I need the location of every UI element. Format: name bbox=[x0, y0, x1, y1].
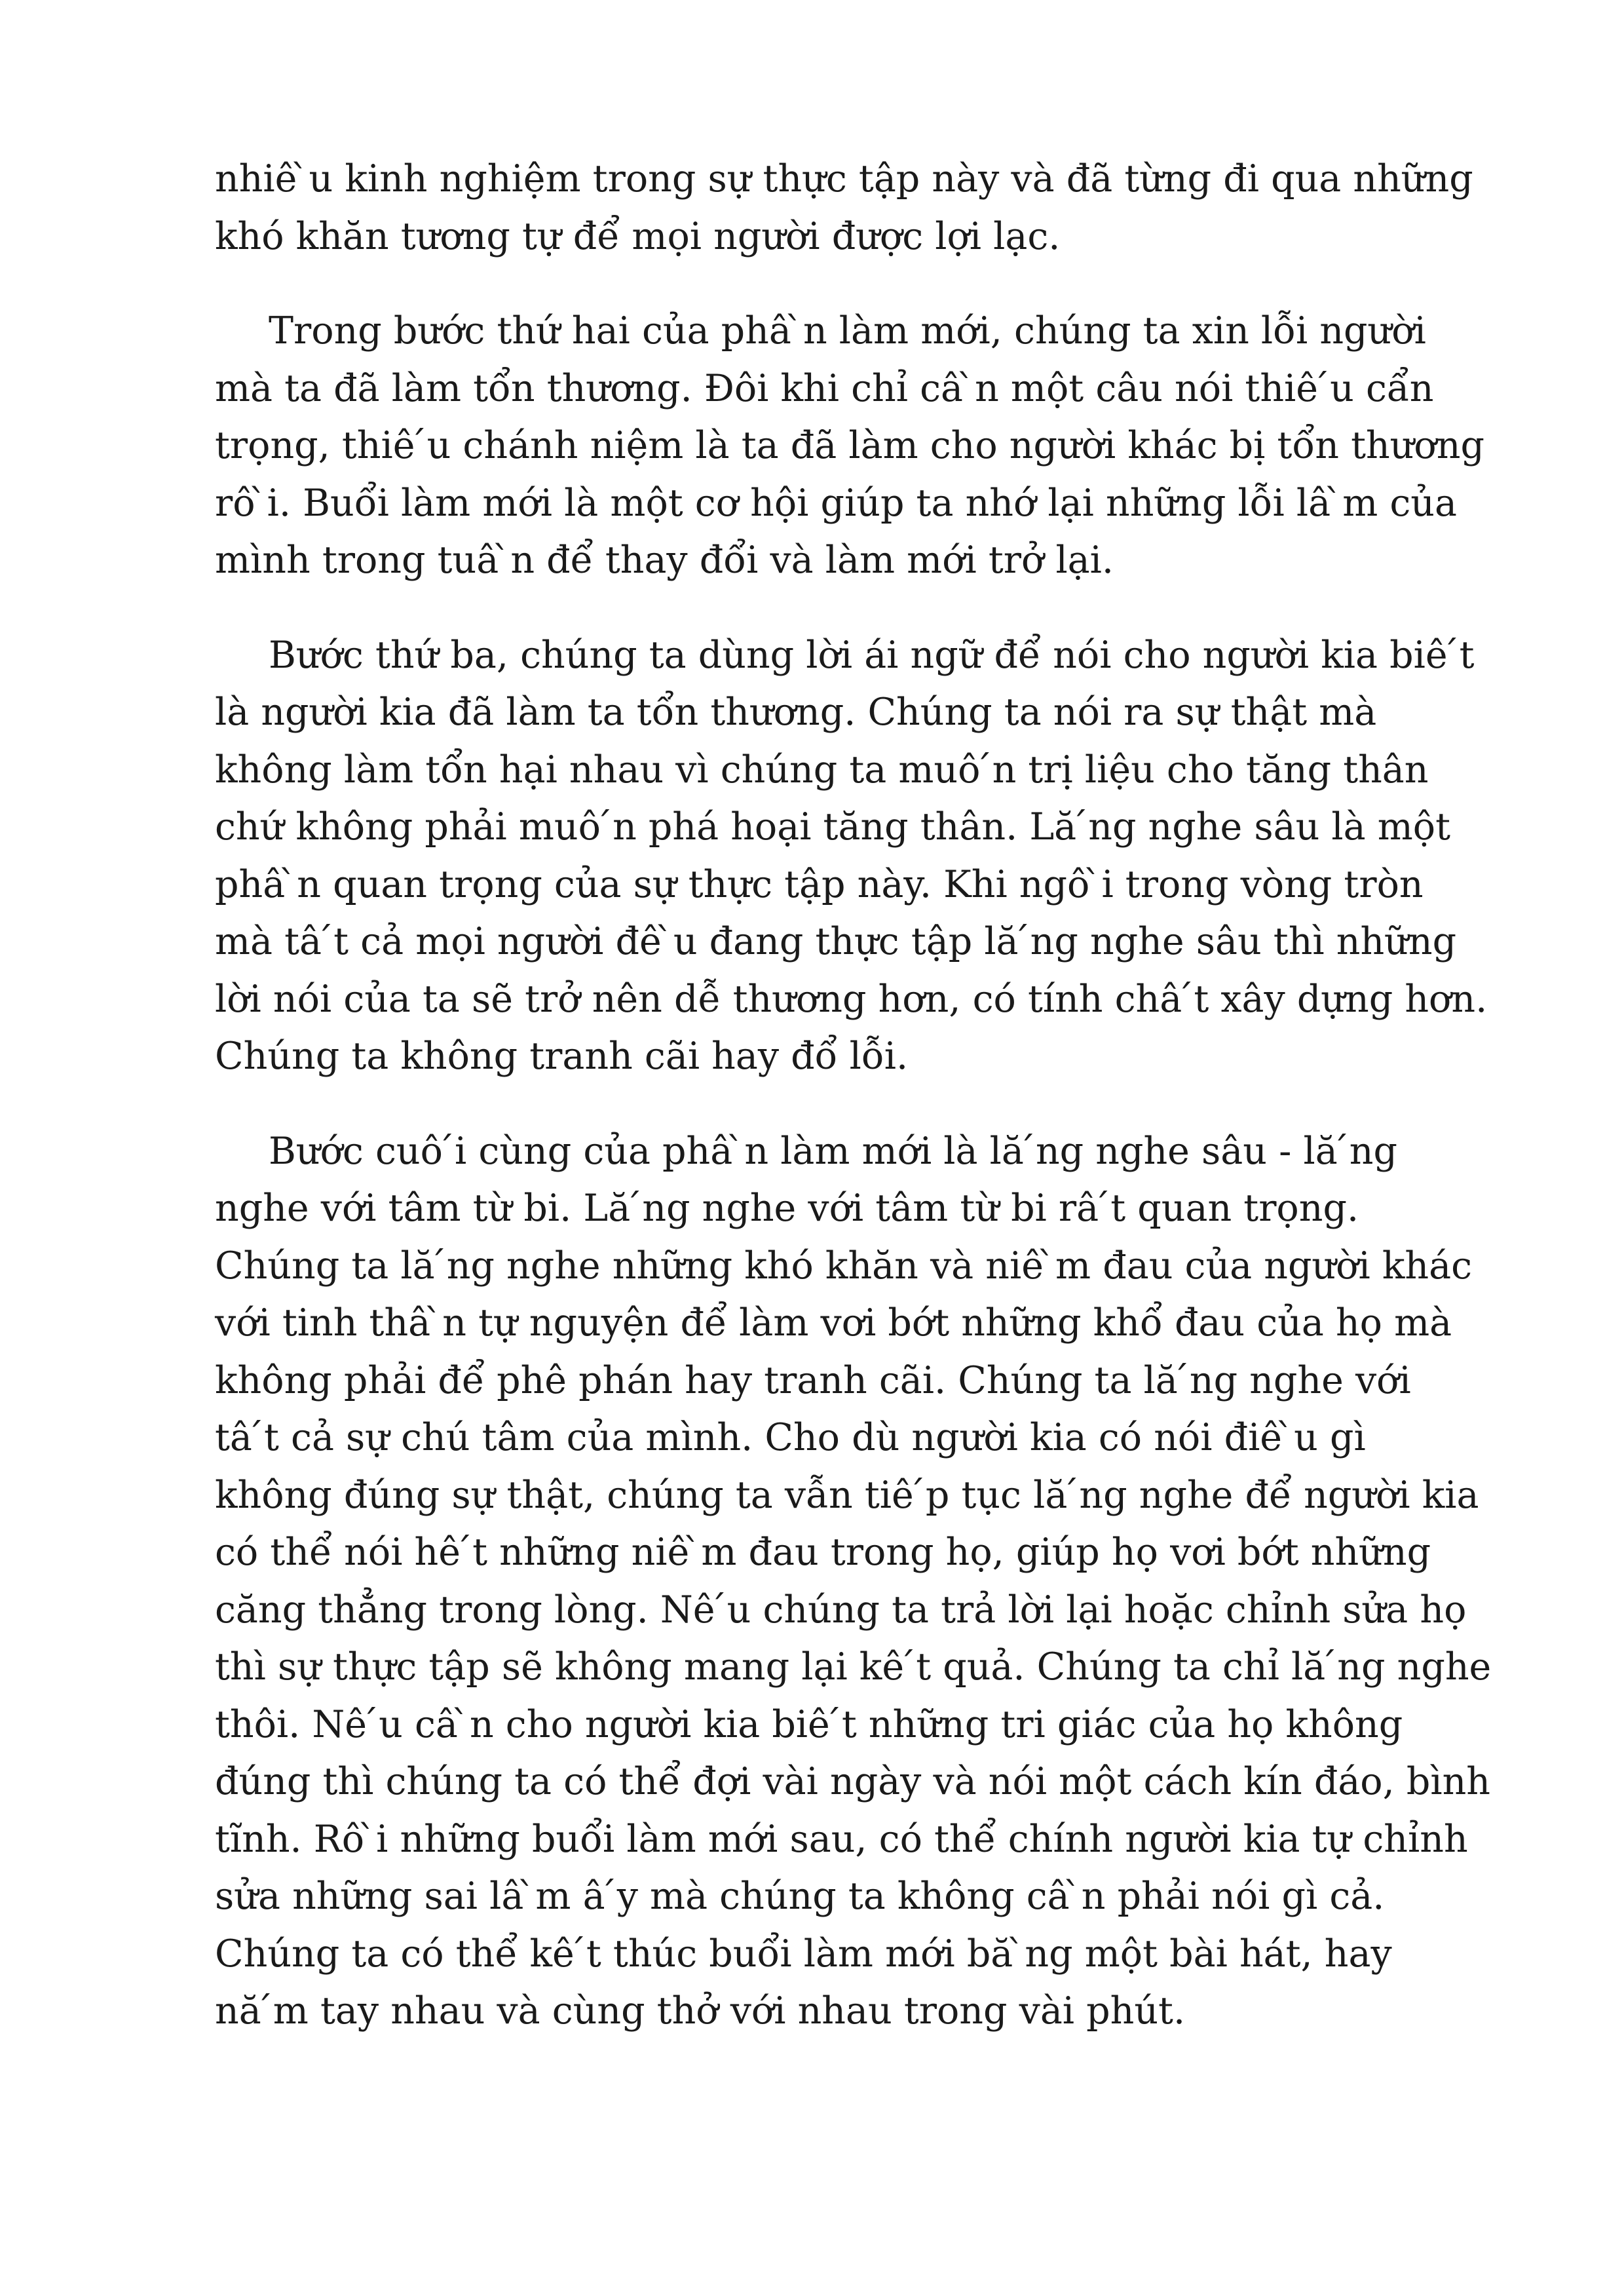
text-line: Chúng ta không tranh cãi hay đổ lỗi. bbox=[215, 1035, 909, 1078]
text-line: không phải để phê phán hay tranh cãi. Chúng ta lă ́ng nghe với bbox=[215, 1358, 1411, 1402]
text-line: Trong bước thứ hai của phâ ̀n làm mới, chúng ta xin lỗi người bbox=[269, 309, 1426, 353]
text-line: trọng, thiê ́u chánh niệm là ta đã làm cho người khác bị tổn thương bbox=[215, 424, 1484, 467]
text-line: Bước thứ ba, chúng ta dùng lời ái ngữ để nói cho người kia biê ́t bbox=[269, 633, 1475, 677]
text-line: Chúng ta lă ́ng nghe những khó khăn và niê ̀m đau của người khác bbox=[215, 1244, 1472, 1288]
paragraph-4 bbox=[215, 1123, 1492, 2040]
text-line: không làm tổn hại nhau vì chúng ta muô ́n trị liệu cho tăng thân bbox=[215, 748, 1429, 792]
text-line: mà tâ ́t cả mọi người đê ̀u đang thực tập lă ́ng nghe sâu thì những bbox=[215, 920, 1457, 963]
text-line: có thể nói hê ́t những niê ̀m đau trong họ, giúp họ vơi bớt những bbox=[215, 1531, 1431, 1574]
text-line: khó khăn tương tự để mọi người được lợi lạc. bbox=[215, 214, 1061, 258]
text-line: thôi. Nê ́u câ ̀n cho người kia biê ́t những tri giác của họ không bbox=[215, 1702, 1403, 1746]
text-line: chứ không phải muô ́n phá hoại tăng thân. Lă ́ng nghe sâu là một bbox=[215, 805, 1451, 849]
text-line: nghe với tâm từ bi. Lă ́ng nghe với tâm từ bi râ ́t quan trọng. bbox=[215, 1187, 1359, 1230]
text-line: là người kia đã làm ta tổn thương. Chúng ta nói ra sự thật mà bbox=[215, 691, 1377, 734]
text-line: căng thẳng trong lòng. Nê ́u chúng ta trả lời lại hoặc chỉnh sửa họ bbox=[215, 1588, 1467, 1632]
text-line: Chúng ta có thể kê ́t thúc buổi làm mới bă ̀ng một bài hát, hay bbox=[215, 1932, 1392, 1976]
text-column bbox=[215, 151, 1492, 2078]
text-line: Bước cuô ́i cùng của phâ ̀n làm mới là lă ́ng nghe sâu - lă ́ng bbox=[269, 1129, 1397, 1173]
text-line: sửa những sai lâ ̀m â ́y mà chúng ta không câ ̀n phải nói gì cả. bbox=[215, 1875, 1385, 1918]
text-line: tĩnh. Rô ̀i những buổi làm mới sau, có thể chính người kia tự chỉnh bbox=[215, 1817, 1468, 1861]
text-line: đúng thì chúng ta có thể đợi vài ngày và nói một cách kín đáo, bình bbox=[215, 1760, 1490, 1803]
text-line: thì sự thực tập sẽ không mang lại kê ́t quả. Chúng ta chỉ lă ́ng nghe bbox=[215, 1645, 1492, 1689]
text-line: không đúng sự thật, chúng ta vẫn tiê ́p tục lă ́ng nghe để người kia bbox=[215, 1473, 1479, 1517]
text-line: rô ̀i. Buổi làm mới là một cơ hội giúp ta nhớ lại những lỗi lâ ̀m của bbox=[215, 481, 1458, 525]
text-line: với tinh thâ ̀n tự nguyện để làm vơi bớt những khổ đau của họ mà bbox=[215, 1301, 1452, 1345]
text-line: lời nói của ta sẽ trở nên dễ thương hơn, có tính châ ́t xây dựng hơn. bbox=[215, 977, 1488, 1021]
text-line: mà ta đã làm tổn thương. Đôi khi chỉ câ ̀n một câu nói thiê ́u cẩn bbox=[215, 366, 1434, 410]
text-line: nhiê ̀u kinh nghiệm trong sự thực tập này và đã từng đi qua những bbox=[215, 157, 1473, 201]
paragraph-3 bbox=[215, 627, 1488, 1086]
text-line: phâ ̀n quan trọng của sự thực tập này. Khi ngô ̀i trong vòng tròn bbox=[215, 862, 1424, 906]
paragraph-1 bbox=[215, 151, 1473, 265]
text-line: nă ́m tay nhau và cùng thở với nhau trong vài phút. bbox=[215, 1989, 1186, 2033]
text-line: mình trong tuâ ̀n để thay đổi và làm mới trở lại. bbox=[215, 539, 1114, 582]
text-line: tâ ́t cả sự chú tâm của mình. Cho dù người kia có nói điê ̀u gì bbox=[215, 1416, 1366, 1459]
paragraph-2 bbox=[215, 303, 1484, 590]
